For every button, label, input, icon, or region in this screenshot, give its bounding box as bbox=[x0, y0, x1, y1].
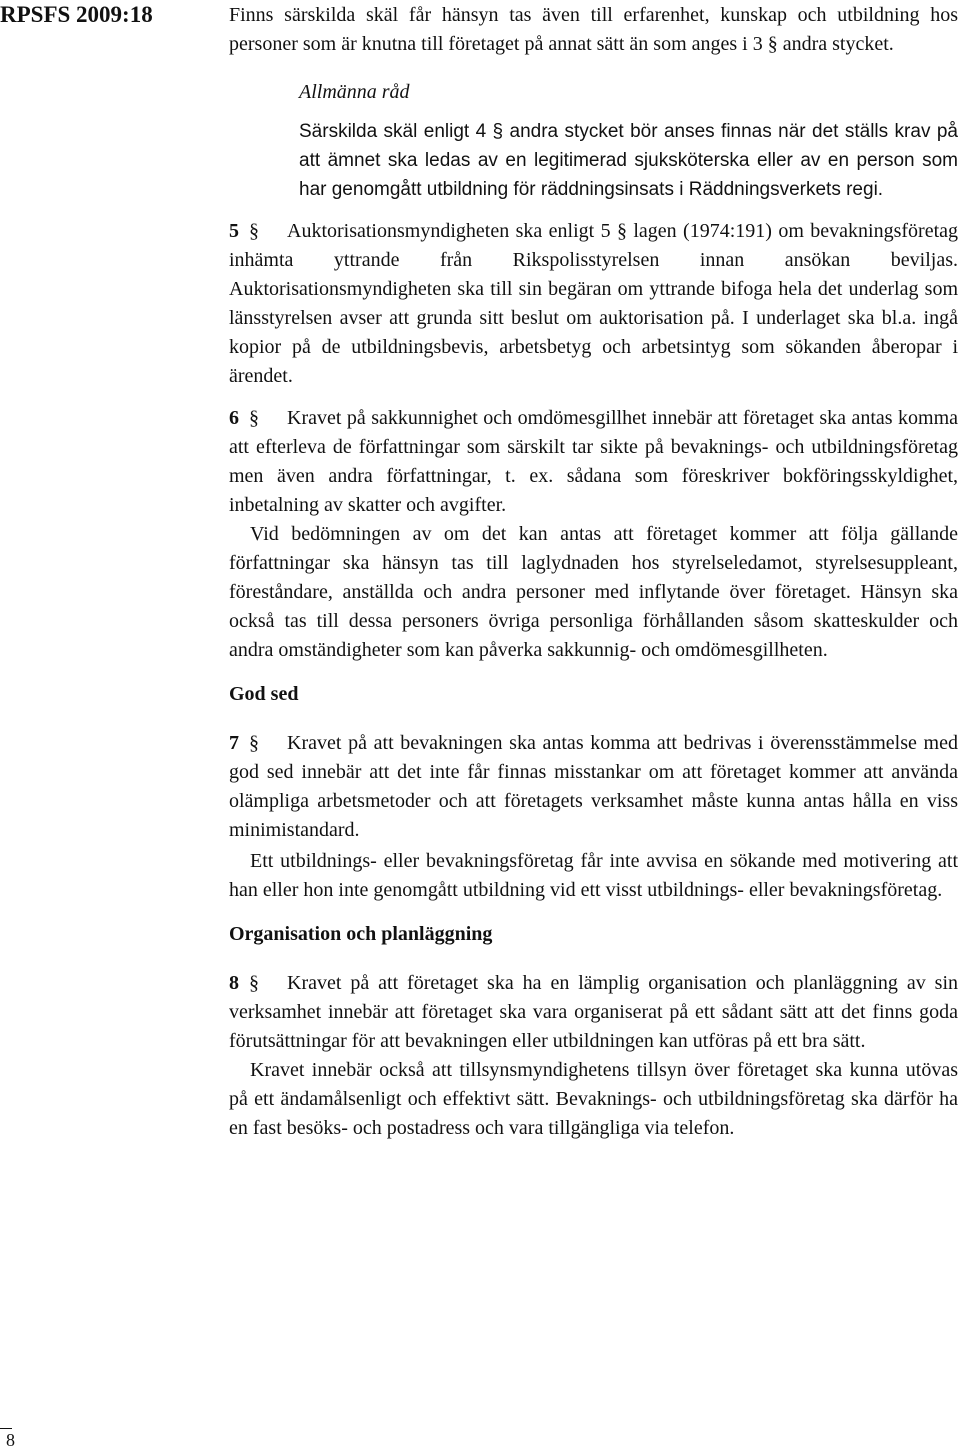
section-6-text: Kravet på sakkunnighet och omdömesgillhet innebär att företaget ska antas komma att efterleva de författningar som särskilt tar sikte på bevaknings- och utbildningsföretag men även andra författningar, t. ex. sådana som föreskriver bokföringsskyldighet, inbetalning av skatter och avgifter. bbox=[229, 407, 958, 516]
section-5-text: Auktorisationsmyndigheten ska enligt 5 § lagen (1974:191) om bevakningsföretag inhämta yttrande från Rikspolisstyrelsen innan ansökan beviljas. Auktorisationsmyndigheten ska till sin begäran om yttrande bifoga hela det underlag som länsstyrelsen avser att grunda sitt beslut om auktorisation på. I underlaget ska bl.a. ingå kopior på de utbildningsbevis, arbetsbetyg och arbetsintyg som sökanden åberopar i ärendet. bbox=[229, 220, 958, 387]
section-7-number: 7 bbox=[229, 732, 239, 754]
page-corner-rule bbox=[0, 1428, 12, 1429]
section-5-symbol: § bbox=[249, 220, 259, 242]
section-6-number: 6 bbox=[229, 407, 239, 429]
intro-paragraph: Finns särskilda skäl får hänsyn tas även till erfarenhet, kunskap och utbildning hos personer som är knutna till företaget på annat sätt än som anges i 3 § andra stycket. bbox=[229, 4, 958, 55]
section-6-paragraph-2: Vid bedömningen av om det kan antas att företaget kommer att följa gällande författningar ska hänsyn tas till laglydnaden hos styrelseledamot, styrelsesuppleant, föreståndare, anställda och andra personer med inflytande över företaget. Hänsyn ska också tas till dessa personers övriga personliga förhållanden såsom skatteskulder och andra omständigheter som kan påverka sakkunnig- och omdömesgillheten. bbox=[229, 523, 958, 661]
section-7-symbol: § bbox=[249, 732, 259, 754]
general-advice-text: Särskilda skäl enligt 4 § andra stycket bör anses finnas när det ställs krav på att ämnet ska ledas av en legitimerad sjuksköterska eller av en person som har genomgått utbildning för räddningsinsats i Räddningsverkets regi. bbox=[299, 121, 958, 200]
section-6 bbox=[229, 404, 958, 520]
section-8 bbox=[229, 969, 958, 1056]
section-8-paragraph-2: Kravet innebär också att tillsynsmyndighetens tillsyn över företaget ska kunna utövas på ett ändamålsenligt och effektivt sätt. Bevaknings- och utbildningsföretag ska därför ha en fast besöks- och postadress och vara tillgängliga via telefon. bbox=[229, 1059, 958, 1139]
section-8-symbol: § bbox=[249, 972, 259, 994]
page-number: 8 bbox=[6, 1430, 15, 1450]
document-body bbox=[229, 0, 958, 1143]
section-7-text: Kravet på att bevakningen ska antas komma att bedrivas i överensstämmelse med god sed innebär att det inte får finnas misstankar om att företaget kommer att använda olämpliga arbetsmetoder och att företagets verksamhet måste kunna antas hålla en viss minimistandard. bbox=[229, 732, 958, 841]
running-head: RPSFS 2009:18 bbox=[0, 2, 153, 27]
section-7-paragraph-2: Ett utbildnings- eller bevakningsföretag får inte avvisa en sökande med motivering att han eller hon inte genomgått utbildning vid ett visst utbildnings- eller bevakningsföretag. bbox=[229, 850, 958, 901]
section-8-text: Kravet på att företaget ska ha en lämplig organisation och planläggning av sin verksamhet innebär att företaget ska vara organiserat på ett sådant sätt att det finns goda förutsättningar för att bevakningen eller utbildningen kan utföras på ett bra sätt. bbox=[229, 972, 958, 1052]
section-5-number: 5 bbox=[229, 220, 239, 242]
section-5 bbox=[229, 217, 958, 391]
section-8-number: 8 bbox=[229, 972, 239, 994]
section-6-symbol: § bbox=[249, 407, 259, 429]
heading-god-sed: God sed bbox=[229, 683, 299, 705]
general-advice-title: Allmänna råd bbox=[299, 81, 410, 103]
section-7 bbox=[229, 729, 958, 845]
heading-organisation: Organisation och planläggning bbox=[229, 923, 493, 945]
general-advice-block bbox=[299, 78, 958, 204]
